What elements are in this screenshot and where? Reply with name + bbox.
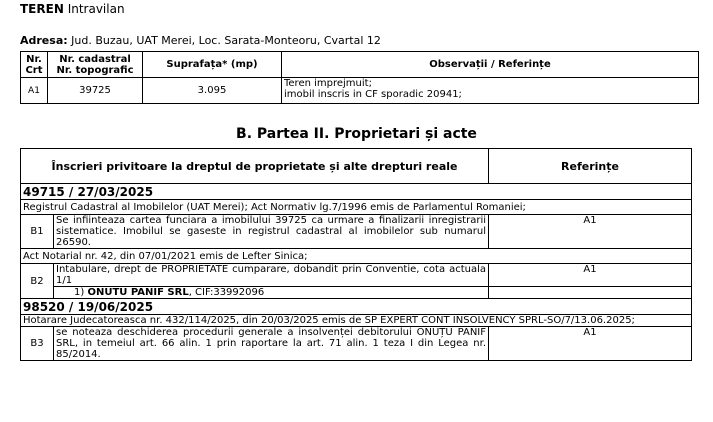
address-line [20, 34, 381, 47]
entry-ref: A1 [489, 215, 692, 249]
header-observations: Observații / Referințe [282, 52, 699, 78]
section-title: B. Partea II. Proprietari și acte [236, 126, 477, 142]
terrain-type: Intravilan [63, 2, 125, 16]
owner-line [54, 287, 489, 299]
table-row [21, 78, 699, 104]
parcel-observations [282, 78, 699, 104]
parcel-cadastral: 39725 [48, 78, 143, 104]
document-line: Hotarare Judecatoreasca nr. 432/114/2025, din 20/03/2025 emis de SP EXPERT CONT INSOLVENCY SPRL-SO/7/13.06.2025; [21, 315, 692, 327]
table-row [21, 327, 692, 361]
entry-ref: A1 [489, 264, 692, 287]
owner-name: ONUTU PANIF SRL [87, 287, 189, 298]
address-value: Jud. Buzau, UAT Merei, Loc. Sarata-Monteoru, Cvartal 12 [67, 34, 381, 47]
entry-text: se noteaza deschiderea procedurii generale a insolvenței debitorului ONUȚU PANIF SRL, in temeiul art. 66 alin. 1 prin raportare la art. 71 alin. 1 teza I din Legea nr. 85/2014. [54, 327, 489, 361]
entry-text: Intabulare, drept de PROPRIETATE cumparare, dobandit prin Conventie, cota actuala 1/1 [54, 264, 489, 287]
header-area: Suprafața* (mp) [143, 52, 282, 78]
obs-line: imobil inscris in CF sporadic 20941; [284, 89, 462, 100]
owners-table-header [21, 149, 692, 184]
group-title: 98520 / 19/06/2025 [21, 299, 692, 315]
terrain-label: TEREN [20, 2, 64, 16]
table-row [21, 264, 692, 287]
entry-nr: B3 [21, 327, 54, 361]
owner-cif: , CIF:33992096 [188, 287, 265, 298]
parcel-area: 3.095 [143, 78, 282, 104]
address-label: Adresa: [20, 34, 68, 47]
obs-line: Teren imprejmuit; [284, 78, 372, 89]
header-inscriptions: Înscrieri privitoare la dreptul de proprietate și alte drepturi reale [21, 149, 489, 184]
entry-nr: B1 [21, 215, 54, 249]
document-line: Registrul Cadastral al Imobilelor (UAT Merei); Act Normativ lg.7/1996 emis de Parlamentul Romaniei; [21, 200, 692, 215]
parcel-table-header [21, 52, 699, 78]
table-row [21, 315, 692, 327]
table-row [21, 215, 692, 249]
parcel-nr: A1 [21, 78, 48, 104]
header-nr: Nr. Crt [21, 52, 48, 78]
terrain-title [20, 2, 125, 16]
header-references: Referințe [489, 149, 692, 184]
owner-ref-cell [489, 287, 692, 299]
table-row [21, 249, 692, 264]
table-row [21, 200, 692, 215]
group-header [21, 299, 692, 315]
group-header [21, 184, 692, 200]
entry-nr: B2 [21, 264, 54, 299]
entry-text: Se infiinteaza cartea funciara a imobilului 39725 ca urmare a finalizarii inregistrarii sistematice. Imobilul se gaseste in registrul cadastral al imobilelor sub numarul 26590. [54, 215, 489, 249]
parcel-table [20, 51, 699, 104]
header-cadastral: Nr. cadastral Nr. topografic [48, 52, 143, 78]
entry-ref: A1 [489, 327, 692, 361]
group-title: 49715 / 27/03/2025 [21, 184, 692, 200]
document-line: Act Notarial nr. 42, din 07/01/2021 emis de Lefter Sinica; [21, 249, 692, 264]
table-row [21, 287, 692, 299]
owner-index: 1) [74, 287, 85, 298]
owners-table [20, 148, 692, 361]
